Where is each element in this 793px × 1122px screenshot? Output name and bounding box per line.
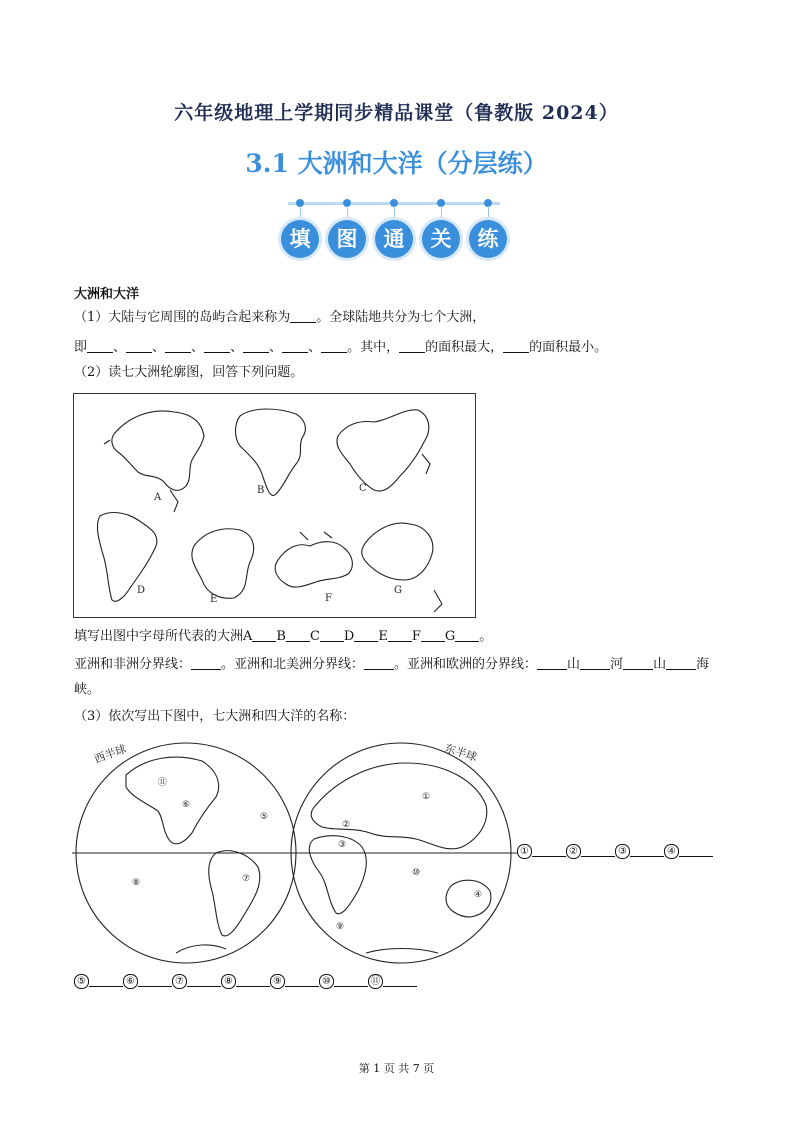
marker-east-1: ① [422, 792, 431, 802]
q1-text: （1）大陆与它周围的岛屿合起来称为 [74, 310, 291, 325]
marker-west-8: ⑧ [132, 878, 141, 888]
answer-blank[interactable] [388, 627, 412, 642]
number-5: ⑤ [74, 974, 89, 989]
ribbon-stem [488, 206, 489, 220]
badge-practice: 练 [469, 220, 507, 258]
q1-text: 即 [74, 340, 88, 355]
separator: 、 [230, 340, 244, 355]
q2-strait: 峡。 [74, 682, 101, 697]
number-8: ⑧ [221, 974, 236, 989]
q2-text: 填写出图中字母所代表的大洲 [74, 629, 244, 644]
letter-d: D [343, 629, 355, 644]
answer-blank[interactable] [537, 655, 567, 670]
section-heading: 大洲和大洋 [74, 287, 140, 302]
page-number: 第 1 页 共 7 页 [358, 1062, 435, 1075]
q2-text: 山 [653, 657, 667, 672]
answer-blank[interactable] [191, 655, 221, 670]
answer-blank[interactable] [285, 972, 319, 987]
letter-c: C [309, 629, 320, 644]
answer-blank[interactable] [532, 842, 566, 857]
letter-f: F [411, 629, 421, 644]
answer-blank[interactable] [630, 842, 664, 857]
marker-east-3: ③ [338, 840, 347, 850]
answer-blank[interactable] [282, 338, 308, 353]
answer-blank[interactable] [399, 338, 425, 353]
number-3: ③ [615, 844, 630, 859]
q2-text: 。亚洲和欧洲的分界线： [394, 657, 538, 672]
ribbon-stem [300, 206, 301, 220]
answer-blank[interactable] [321, 338, 347, 353]
answer-blank[interactable] [187, 972, 221, 987]
q2-text: 亚洲和非洲分界线： [74, 657, 192, 672]
answer-blank[interactable] [320, 627, 344, 642]
number-7: ⑦ [172, 974, 187, 989]
marker-east-10: ⑩ [412, 868, 421, 878]
answer-blank[interactable] [138, 972, 172, 987]
hemispheres-figure [66, 735, 521, 970]
continent-outline-north-america [337, 410, 430, 491]
map-label-a: A [154, 492, 162, 503]
west-south-america [209, 851, 260, 936]
west-north-america [126, 757, 219, 844]
section-ribbon [288, 198, 500, 268]
q1-line2 [74, 338, 607, 358]
lesson-title: 3.1 大洲和大洋（分层练） [245, 149, 548, 178]
answer-blank[interactable] [421, 627, 445, 642]
east-oceania [446, 880, 491, 917]
separator: 、 [308, 340, 322, 355]
marker-east-9: ⑨ [336, 922, 345, 932]
q2-prompt: （2）读七大洲轮廓图，回答下列问题。 [74, 365, 304, 380]
badge-level: 关 [422, 220, 460, 258]
separator: 、 [152, 340, 166, 355]
q2-text: 山 [567, 657, 581, 672]
letter-g: G [444, 629, 456, 644]
q2-fill-line [74, 627, 492, 647]
answer-blank[interactable] [89, 972, 123, 987]
number-10: ⑩ [319, 974, 334, 989]
q3-row2 [74, 972, 417, 992]
marker-west-7: ⑦ [242, 874, 251, 884]
west-hemisphere-label: 西半球 [92, 742, 129, 766]
answer-blank[interactable] [252, 627, 276, 642]
q1-text: 。其中， [347, 340, 400, 355]
ribbon-stem [347, 206, 348, 220]
continents-figure [74, 394, 475, 617]
answer-blank[interactable] [243, 338, 269, 353]
q1-line1 [74, 308, 485, 328]
number-2: ② [566, 844, 581, 859]
answer-blank[interactable] [580, 655, 610, 670]
map-label-f: F [325, 593, 332, 604]
continent-outline-europe [275, 532, 352, 587]
q2-text: 河 [610, 657, 624, 672]
continent-outline-oceania [362, 523, 442, 612]
ribbon-stem [394, 206, 395, 220]
number-6: ⑥ [123, 974, 138, 989]
answer-blank[interactable] [503, 338, 529, 353]
page-title: 六年级地理上学期同步精品课堂（鲁教版 2024） [174, 102, 619, 124]
answer-blank[interactable] [623, 655, 653, 670]
answer-blank[interactable] [290, 308, 316, 323]
answer-blank[interactable] [236, 972, 270, 987]
badge-map: 图 [328, 220, 366, 258]
letter-a: A [243, 629, 253, 644]
q2-text: 海 [696, 657, 710, 672]
badge-pass: 通 [375, 220, 413, 258]
number-11: ⑪ [368, 974, 383, 989]
answer-blank[interactable] [581, 842, 615, 857]
number-9: ⑨ [270, 974, 285, 989]
q2-boundary-line [74, 655, 709, 675]
continent-outline-map [73, 393, 476, 618]
marker-west-11: ⑪ [158, 778, 168, 788]
answer-blank[interactable] [286, 627, 310, 642]
map-label-d: D [137, 585, 146, 596]
map-label-g: G [394, 585, 402, 596]
answer-blank[interactable] [354, 627, 378, 642]
continent-outline-africa [236, 409, 306, 495]
answer-blank[interactable] [204, 338, 230, 353]
answer-blank[interactable] [364, 655, 394, 670]
continent-outline-south-america [97, 513, 156, 602]
q3-row1 [517, 842, 713, 862]
marker-east-4: ④ [474, 890, 483, 900]
answer-blank[interactable] [87, 338, 113, 353]
q1-text: 的面积最小。 [529, 340, 608, 355]
separator: 、 [269, 340, 283, 355]
answer-blank[interactable] [679, 842, 713, 857]
map-label-e: E [210, 594, 218, 605]
east-hemisphere-label: 东半球 [443, 741, 479, 765]
separator: 、 [191, 340, 205, 355]
q3-prompt: （3）依次写出下图中，七大洲和四大洋的名称： [74, 709, 356, 724]
q2-text: 。亚洲和北美洲分界线： [221, 657, 365, 672]
west-antarctica [176, 945, 226, 953]
marker-west-5: ⑤ [260, 812, 269, 822]
letter-e: E [378, 629, 388, 644]
east-antarctica [366, 949, 438, 954]
marker-east-2: ② [342, 820, 351, 830]
answer-blank[interactable] [165, 338, 191, 353]
answer-blank[interactable] [126, 338, 152, 353]
period: 。 [479, 629, 493, 644]
answer-blank[interactable] [383, 972, 417, 987]
answer-blank[interactable] [455, 627, 479, 642]
letter-b: B [276, 629, 286, 644]
separator: 、 [113, 340, 127, 355]
q1-text: 的面积最大， [425, 340, 504, 355]
map-label-c: C [359, 483, 367, 494]
marker-west-6: ⑥ [182, 800, 191, 810]
continent-outline-antarctica [192, 529, 254, 599]
q1-text: 。全球陆地共分为七个大洲， [316, 310, 486, 325]
answer-blank[interactable] [666, 655, 696, 670]
map-label-b: B [257, 485, 265, 496]
number-4: ④ [664, 844, 679, 859]
answer-blank[interactable] [334, 972, 368, 987]
ribbon-stem [441, 206, 442, 220]
badge-fill: 填 [281, 220, 319, 258]
number-1: ① [517, 844, 532, 859]
